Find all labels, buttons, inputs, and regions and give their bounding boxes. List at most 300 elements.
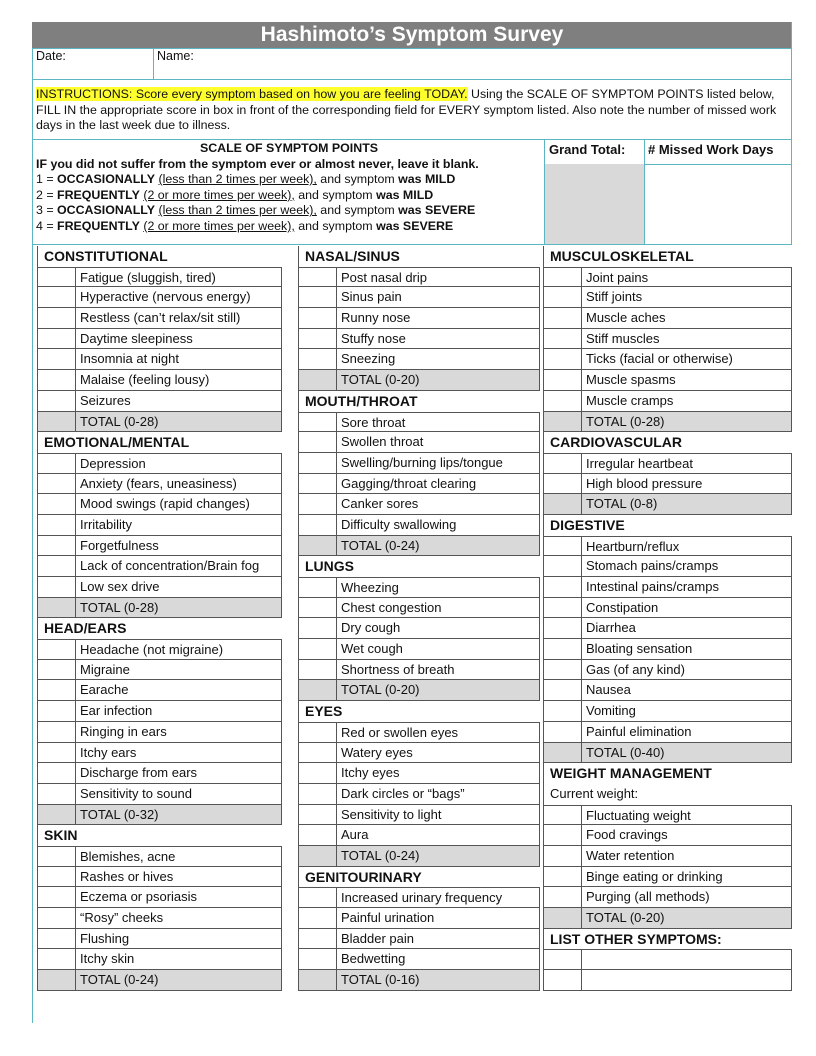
score-box[interactable]: [38, 887, 76, 908]
score-box[interactable]: [299, 763, 337, 784]
symptom-label: Migraine: [76, 660, 282, 681]
total-score-box[interactable]: [299, 370, 337, 391]
survey-title: Hashimoto’s Symptom Survey: [32, 22, 792, 48]
symptom-label: Swelling/burning lips/tongue: [337, 453, 540, 474]
score-box[interactable]: [544, 846, 582, 867]
symptom-row: [37, 329, 282, 350]
symptom-row: [37, 887, 282, 908]
score-box[interactable]: [544, 370, 582, 391]
score-box[interactable]: [299, 805, 337, 826]
symptom-row: [543, 474, 792, 495]
score-box[interactable]: [299, 287, 337, 308]
symptom-label: Intestinal pains/cramps: [582, 577, 792, 598]
symptom-row: [37, 267, 282, 288]
total-label: TOTAL (0-20): [337, 370, 540, 391]
symptom-label: Chest congestion: [337, 598, 540, 619]
section-heading-constitutional: CONSTITUTIONAL: [37, 246, 282, 267]
symptom-row: [37, 639, 282, 660]
scale-of-symptom-points: [36, 141, 542, 235]
symptom-column-2: [298, 246, 540, 991]
scale-line-1: [36, 172, 542, 188]
symptom-label: Irregular heartbeat: [582, 453, 792, 474]
symptom-row: [298, 887, 540, 908]
scale-freq: OCCASIONALLY: [57, 203, 156, 218]
symptom-row: [37, 515, 282, 536]
section-heading-weight-management: WEIGHT MANAGEMENT: [543, 763, 792, 784]
symptom-row: [543, 598, 792, 619]
symptom-row: [543, 287, 792, 308]
symptom-row: [543, 949, 792, 970]
symptom-label: Red or swollen eyes: [337, 722, 540, 743]
score-box[interactable]: [544, 329, 582, 350]
total-score-box[interactable]: [38, 412, 76, 433]
symptom-row: [298, 349, 540, 370]
score-box[interactable]: [299, 784, 337, 805]
score-box[interactable]: [38, 577, 76, 598]
total-row: [298, 680, 540, 701]
symptom-row: [543, 370, 792, 391]
score-box[interactable]: [299, 660, 337, 681]
symptom-label: Difficulty swallowing: [337, 515, 540, 536]
scale-num: 3 =: [36, 203, 58, 218]
symptom-label: Flushing: [76, 929, 282, 950]
symptom-label: Watery eyes: [337, 743, 540, 764]
score-box[interactable]: [38, 908, 76, 929]
symptom-label: Aura: [337, 825, 540, 846]
symptom-label: Discharge from ears: [76, 763, 282, 784]
symptom-label: Sneezing: [337, 349, 540, 370]
score-box[interactable]: [38, 536, 76, 557]
score-box[interactable]: [544, 949, 582, 970]
score-box[interactable]: [38, 846, 76, 867]
symptom-label: Seizures: [76, 391, 282, 412]
symptom-label: Stuffy nose: [337, 329, 540, 350]
symptom-row: [298, 598, 540, 619]
scale-num: 4 =: [36, 218, 58, 233]
symptom-label: Blemishes, acne: [76, 846, 282, 867]
date-label: Date:: [36, 49, 66, 63]
total-row: [298, 370, 540, 391]
scale-line-2: [36, 188, 542, 204]
score-box[interactable]: [38, 308, 76, 329]
symptom-label: Heartburn/reflux: [582, 536, 792, 557]
scale-heading: SCALE OF SYMPTOM POINTS: [199, 141, 379, 155]
scale-line-4: [36, 219, 542, 235]
symptom-label: Itchy ears: [76, 743, 282, 764]
symptom-row: [37, 349, 282, 370]
symptom-label: Vomiting: [582, 701, 792, 722]
symptom-row: [298, 639, 540, 660]
score-box[interactable]: [38, 287, 76, 308]
score-box[interactable]: [544, 722, 582, 743]
instructions-highlight: INSTRUCTIONS: Score every symptom based on how you are feeling TODAY.: [36, 87, 468, 101]
symptom-label: Wheezing: [337, 577, 540, 598]
total-label: TOTAL (0-24): [76, 970, 282, 991]
symptom-row: [543, 825, 792, 846]
score-box[interactable]: [544, 867, 582, 888]
symptom-label: Nausea: [582, 680, 792, 701]
symptom-label: Gas (of any kind): [582, 660, 792, 681]
score-box[interactable]: [544, 701, 582, 722]
score-box[interactable]: [544, 639, 582, 660]
symptom-row: [298, 267, 540, 288]
score-box[interactable]: [299, 267, 337, 288]
scale-sev: was SEVERE: [398, 203, 476, 218]
score-box[interactable]: [544, 598, 582, 619]
score-box[interactable]: [299, 432, 337, 453]
total-row: [37, 805, 282, 826]
symptom-row: [543, 722, 792, 743]
symptom-row: [298, 453, 540, 474]
symptom-label: Water retention: [582, 846, 792, 867]
score-box[interactable]: [38, 701, 76, 722]
scale-mid: and symptom: [294, 218, 377, 233]
score-box[interactable]: [299, 308, 337, 329]
score-box[interactable]: [299, 598, 337, 619]
score-box[interactable]: [299, 494, 337, 515]
total-row: [37, 412, 282, 433]
symptom-row: [543, 680, 792, 701]
grand-total-box[interactable]: [545, 164, 644, 244]
score-box[interactable]: [38, 267, 76, 288]
symptom-row: [37, 660, 282, 681]
symptom-row: [543, 329, 792, 350]
symptom-row: [298, 432, 540, 453]
instructions-text: Using the SCALE OF SYMPTOM POINTS listed below, FILL IN the appropriate score in box in front of the corresponding field for EVERY symptom listed. Also note the number of missed work days in the last week due to illness.: [36, 87, 777, 133]
score-box[interactable]: [299, 329, 337, 350]
score-box[interactable]: [299, 349, 337, 370]
symptom-label: Post nasal drip: [337, 267, 540, 288]
score-box[interactable]: [544, 577, 582, 598]
symptom-row: [37, 453, 282, 474]
score-box[interactable]: [38, 743, 76, 764]
symptom-label: Swollen throat: [337, 432, 540, 453]
symptom-label[interactable]: [582, 949, 792, 970]
section-heading-genitourinary: GENITOURINARY: [298, 867, 540, 888]
scale-line-3: [36, 203, 542, 219]
total-row: [298, 970, 540, 991]
symptom-label: Gagging/throat clearing: [337, 474, 540, 495]
score-box[interactable]: [299, 618, 337, 639]
symptom-row: [37, 577, 282, 598]
symptom-row: [37, 763, 282, 784]
score-box[interactable]: [38, 639, 76, 660]
symptom-row: [298, 763, 540, 784]
scale-num: 2 =: [36, 187, 58, 202]
scale-sev: was MILD: [376, 187, 434, 202]
score-box[interactable]: [299, 825, 337, 846]
symptom-label: Itchy skin: [76, 949, 282, 970]
score-box[interactable]: [299, 929, 337, 950]
symptom-label: Ticks (facial or otherwise): [582, 349, 792, 370]
score-box[interactable]: [299, 474, 337, 495]
symptom-row: [37, 308, 282, 329]
scale-freq: FREQUENTLY: [57, 218, 140, 233]
symptom-label: Hyperactive (nervous energy): [76, 287, 282, 308]
section-heading-cardiovascular: CARDIOVASCULAR: [543, 432, 792, 453]
symptom-label: Muscle spasms: [582, 370, 792, 391]
score-box[interactable]: [38, 763, 76, 784]
score-box[interactable]: [544, 287, 582, 308]
score-box[interactable]: [544, 536, 582, 557]
symptom-row: [298, 949, 540, 970]
grand-total-label: Grand Total:: [549, 142, 626, 157]
symptom-label: Sensitivity to sound: [76, 784, 282, 805]
symptom-row: [298, 660, 540, 681]
symptom-label: High blood pressure: [582, 474, 792, 495]
score-box[interactable]: [38, 515, 76, 536]
symptom-row: [298, 329, 540, 350]
symptom-row: [543, 660, 792, 681]
total-score-box[interactable]: [299, 536, 337, 557]
symptom-row: [298, 784, 540, 805]
symptom-label: Rashes or hives: [76, 867, 282, 888]
symptom-row: [298, 825, 540, 846]
score-box[interactable]: [299, 908, 337, 929]
total-label: TOTAL (0-16): [337, 970, 540, 991]
symptom-row: [37, 867, 282, 888]
symptom-label: Increased urinary frequency: [337, 887, 540, 908]
symptom-label: Shortness of breath: [337, 660, 540, 681]
score-box[interactable]: [38, 494, 76, 515]
total-row: [298, 536, 540, 557]
symptom-row: [37, 908, 282, 929]
total-row: [298, 846, 540, 867]
symptom-row: [37, 287, 282, 308]
score-box[interactable]: [38, 722, 76, 743]
scale-mid: and symptom: [316, 203, 399, 218]
scale-freq: FREQUENTLY: [57, 187, 140, 202]
symptom-row: [37, 494, 282, 515]
section-heading-eyes: EYES: [298, 701, 540, 722]
score-box[interactable]: [38, 474, 76, 495]
score-box[interactable]: [299, 453, 337, 474]
scale-num: 1 =: [36, 172, 58, 187]
section-heading-skin: SKIN: [37, 825, 282, 846]
symptom-label: Daytime sleepiness: [76, 329, 282, 350]
score-box[interactable]: [38, 949, 76, 970]
symptom-row: [298, 494, 540, 515]
symptom-label: Malaise (feeling lousy): [76, 370, 282, 391]
symptom-row: [37, 536, 282, 557]
symptom-column-1: [37, 246, 282, 991]
score-box[interactable]: [544, 825, 582, 846]
symptom-label: Purging (all methods): [582, 887, 792, 908]
symptom-label: Mood swings (rapid changes): [76, 494, 282, 515]
total-row: [543, 743, 792, 764]
symptom-label: Constipation: [582, 598, 792, 619]
symptom-row: [543, 618, 792, 639]
section-heading-mouth-throat: MOUTH/THROAT: [298, 391, 540, 412]
symptom-label: Diarrhea: [582, 618, 792, 639]
symptom-row: [543, 805, 792, 826]
symptom-label: Earache: [76, 680, 282, 701]
total-row: [543, 494, 792, 515]
total-score-box[interactable]: [38, 598, 76, 619]
current-weight-label: Current weight:: [543, 784, 792, 805]
score-box[interactable]: [38, 391, 76, 412]
symptom-label: Bedwetting: [337, 949, 540, 970]
missed-work-days-label: # Missed Work Days: [648, 142, 774, 157]
name-label: Name:: [157, 49, 194, 63]
section-heading-list-other-symptoms: LIST OTHER SYMPTOMS:: [543, 929, 792, 950]
symptom-label: Wet cough: [337, 639, 540, 660]
scale-freq: OCCASIONALLY: [57, 172, 156, 187]
symptom-label: Fatigue (sluggish, tired): [76, 267, 282, 288]
symptom-row: [37, 722, 282, 743]
score-box[interactable]: [544, 887, 582, 908]
score-box[interactable]: [544, 267, 582, 288]
symptom-label: Insomnia at night: [76, 349, 282, 370]
symptom-row: [37, 949, 282, 970]
score-box[interactable]: [299, 887, 337, 908]
total-row: [37, 598, 282, 619]
symptom-row: [37, 701, 282, 722]
total-label: TOTAL (0-32): [76, 805, 282, 826]
symptom-row: [543, 867, 792, 888]
symptom-label: Sinus pain: [337, 287, 540, 308]
symptom-row: [543, 577, 792, 598]
score-box[interactable]: [544, 805, 582, 826]
symptom-label: Itchy eyes: [337, 763, 540, 784]
total-score-box[interactable]: [38, 970, 76, 991]
total-score-box[interactable]: [299, 970, 337, 991]
total-label: TOTAL (0-28): [76, 412, 282, 433]
scale-when: (2 or more times per week),: [143, 187, 295, 202]
score-box[interactable]: [544, 970, 582, 991]
symptom-row: [298, 474, 540, 495]
score-box[interactable]: [544, 680, 582, 701]
total-score-box[interactable]: [299, 680, 337, 701]
scale-mid: and symptom: [316, 172, 399, 187]
score-box[interactable]: [544, 474, 582, 495]
scale-when: (less than 2 times per week),: [158, 172, 317, 187]
total-score-box[interactable]: [38, 805, 76, 826]
symptom-row: [543, 267, 792, 288]
symptom-row: [298, 722, 540, 743]
symptom-row: [37, 846, 282, 867]
score-box[interactable]: [544, 453, 582, 474]
symptom-label: Ear infection: [76, 701, 282, 722]
scale-mid: and symptom: [294, 187, 377, 202]
symptom-row: [37, 556, 282, 577]
symptom-row: [543, 536, 792, 557]
symptom-label: Restless (can’t relax/sit still): [76, 308, 282, 329]
total-score-box[interactable]: [544, 743, 582, 764]
section-heading-emotional-mental: EMOTIONAL/MENTAL: [37, 432, 282, 453]
scale-when: (less than 2 times per week),: [158, 203, 317, 218]
score-box[interactable]: [544, 349, 582, 370]
score-box[interactable]: [544, 618, 582, 639]
symptom-label: Painful elimination: [582, 722, 792, 743]
symptom-label: “Rosy” cheeks: [76, 908, 282, 929]
score-box[interactable]: [38, 329, 76, 350]
symptom-label: Depression: [76, 453, 282, 474]
symptom-label[interactable]: [582, 970, 792, 991]
symptom-label: Ringing in ears: [76, 722, 282, 743]
score-box[interactable]: [38, 680, 76, 701]
total-score-box[interactable]: [299, 846, 337, 867]
score-box[interactable]: [38, 453, 76, 474]
score-box[interactable]: [299, 577, 337, 598]
symptom-label: Muscle aches: [582, 308, 792, 329]
total-label: TOTAL (0-20): [337, 680, 540, 701]
symptom-row: [298, 515, 540, 536]
symptom-label: Dry cough: [337, 618, 540, 639]
total-score-box[interactable]: [544, 494, 582, 515]
symptom-label: Stomach pains/cramps: [582, 556, 792, 577]
symptom-row: [37, 743, 282, 764]
symptom-row: [543, 308, 792, 329]
total-label: TOTAL (0-40): [582, 743, 792, 764]
score-box[interactable]: [299, 743, 337, 764]
symptom-row: [298, 908, 540, 929]
score-box[interactable]: [38, 867, 76, 888]
symptom-row: [298, 805, 540, 826]
symptom-row: [298, 412, 540, 433]
symptom-label: Sensitivity to light: [337, 805, 540, 826]
scale-when: (2 or more times per week),: [143, 218, 295, 233]
score-box[interactable]: [544, 660, 582, 681]
score-box[interactable]: [544, 391, 582, 412]
symptom-row: [37, 784, 282, 805]
score-box[interactable]: [299, 515, 337, 536]
symptom-label: Lack of concentration/Brain fog: [76, 556, 282, 577]
symptom-row: [37, 929, 282, 950]
symptom-row: [543, 349, 792, 370]
symptom-label: Binge eating or drinking: [582, 867, 792, 888]
symptom-row: [37, 370, 282, 391]
symptom-label: Canker sores: [337, 494, 540, 515]
score-box[interactable]: [299, 412, 337, 433]
score-box[interactable]: [299, 639, 337, 660]
section-heading-nasal-sinus: NASAL/SINUS: [298, 246, 540, 267]
score-box[interactable]: [38, 370, 76, 391]
score-box[interactable]: [544, 308, 582, 329]
symptom-label: Food cravings: [582, 825, 792, 846]
score-box[interactable]: [38, 556, 76, 577]
section-heading-digestive: DIGESTIVE: [543, 515, 792, 536]
symptom-row: [298, 577, 540, 598]
score-box[interactable]: [38, 929, 76, 950]
section-heading-lungs: LUNGS: [298, 556, 540, 577]
symptom-row: [543, 846, 792, 867]
score-box[interactable]: [299, 722, 337, 743]
symptom-column-3: [543, 246, 792, 991]
symptom-row: [543, 391, 792, 412]
score-box[interactable]: [38, 349, 76, 370]
total-row: [37, 970, 282, 991]
symptom-label: Runny nose: [337, 308, 540, 329]
symptom-row: [543, 701, 792, 722]
symptom-label: Stiff joints: [582, 287, 792, 308]
symptom-row: [543, 970, 792, 991]
symptom-row: [298, 618, 540, 639]
score-box[interactable]: [38, 784, 76, 805]
scale-sev: was MILD: [398, 172, 456, 187]
symptom-label: Bloating sensation: [582, 639, 792, 660]
total-score-box[interactable]: [544, 412, 582, 433]
score-box[interactable]: [544, 556, 582, 577]
total-row: [543, 908, 792, 929]
score-box[interactable]: [299, 949, 337, 970]
symptom-label: Irritability: [76, 515, 282, 536]
total-score-box[interactable]: [544, 908, 582, 929]
symptom-row: [37, 474, 282, 495]
symptom-row: [298, 308, 540, 329]
symptom-row: [37, 680, 282, 701]
score-box[interactable]: [38, 660, 76, 681]
